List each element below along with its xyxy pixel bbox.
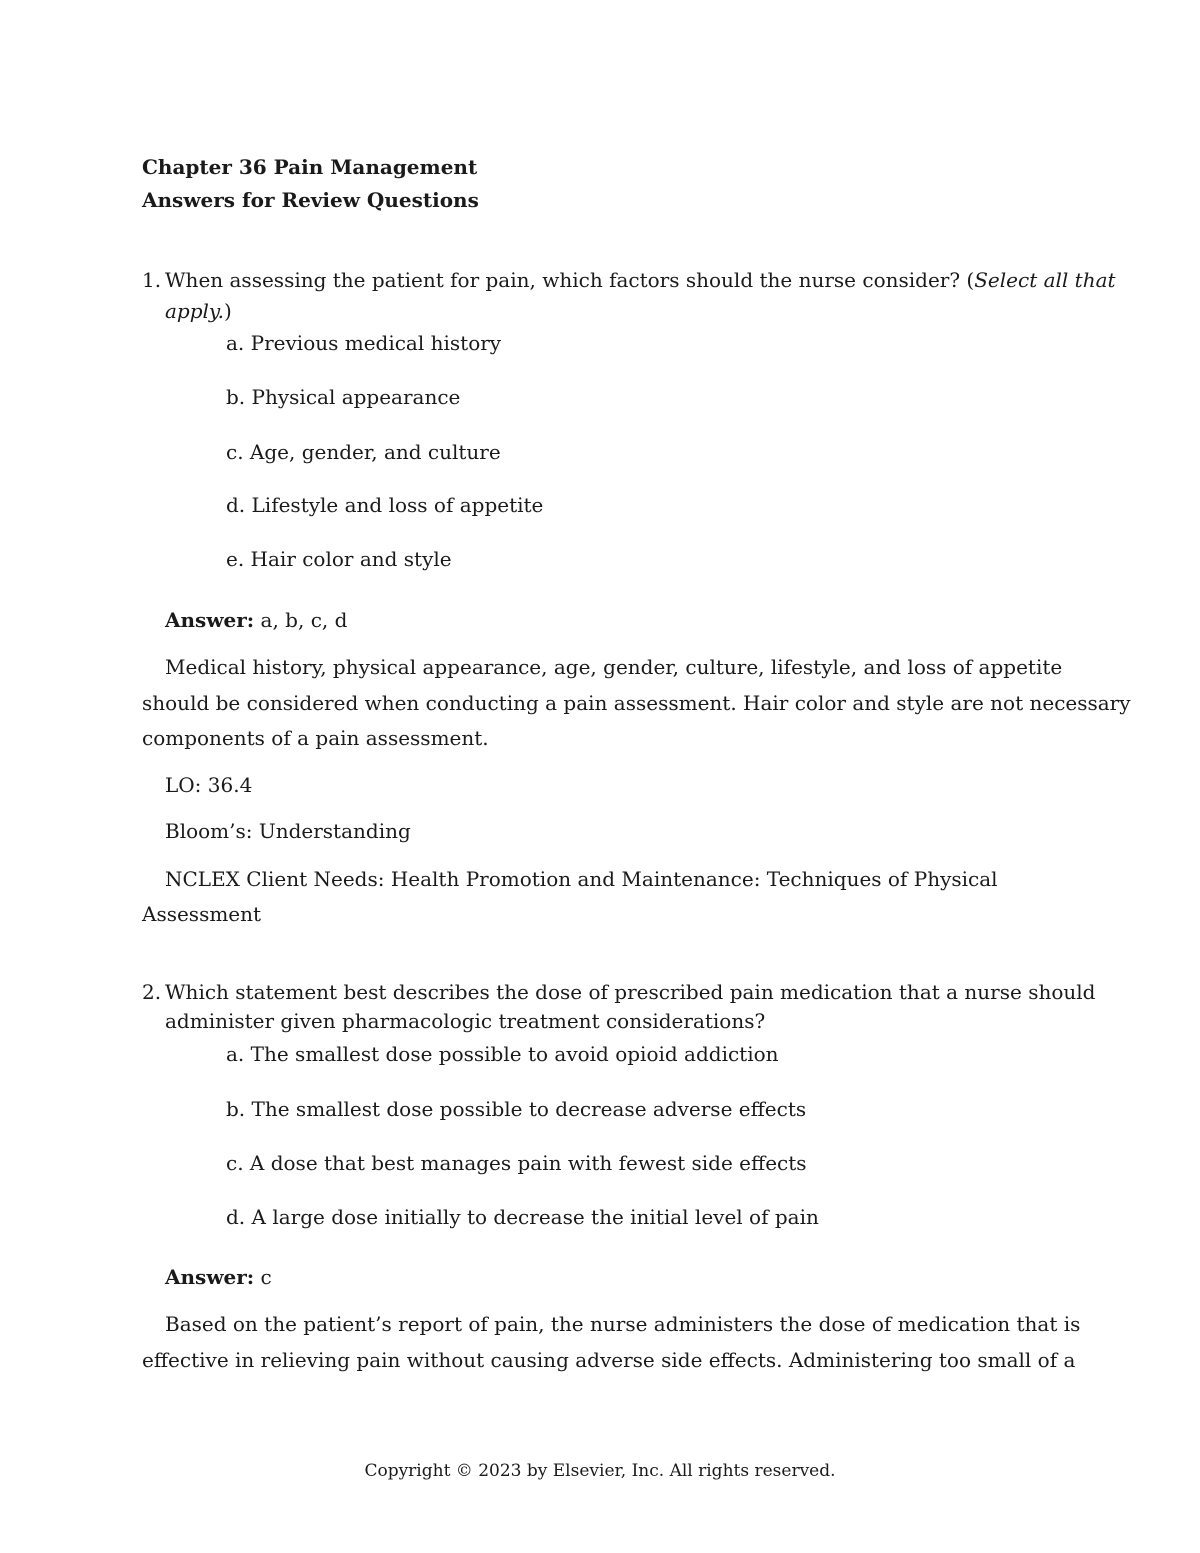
question-2-stem-line-1: Which statement best describes the dose of prescribed pain medication that a nurse should — [165, 980, 1096, 1004]
question-1-stem-italic-2: apply. — [165, 299, 224, 323]
question-2-rationale-line-2: effective in relieving pain without causing adverse side effects. Administering too small of a — [142, 1348, 1076, 1372]
copyright-footer: Copyright © 2023 by Elsevier, Inc. All rights reserved. — [364, 1461, 836, 1481]
question-2-number: 2. — [142, 980, 162, 1004]
question-2-option-c: c. A dose that best manages pain with fewest side effects — [226, 1151, 807, 1175]
question-1-rationale-line-2: should be considered when conducting a pain assessment. Hair color and style are not necessary — [142, 691, 1131, 715]
question-2-answer-value: c — [260, 1265, 272, 1289]
question-1-answer — [165, 606, 347, 634]
question-1-option-a: a. Previous medical history — [226, 331, 502, 355]
question-1-stem-close: ) — [223, 299, 232, 323]
question-2-answer — [165, 1263, 272, 1291]
question-1-learning-objective: LO: 36.4 — [165, 773, 253, 797]
question-2-answer-label: Answer: — [165, 1265, 255, 1289]
question-1-blooms: Bloom’s: Understanding — [165, 819, 411, 843]
section-subtitle: Answers for Review Questions — [142, 188, 479, 212]
question-2-rationale-line-1: Based on the patient’s report of pain, the nurse administers the dose of medication that is — [165, 1312, 1081, 1336]
question-1-option-b: b. Physical appearance — [226, 385, 461, 409]
question-1-nclex-line-1: NCLEX Client Needs: Health Promotion and Maintenance: Techniques of Physical — [165, 867, 998, 891]
question-2-stem-line-2: administer given pharmacologic treatment considerations? — [165, 1009, 766, 1033]
question-1-rationale-line-1: Medical history, physical appearance, age, gender, culture, lifestyle, and loss of appetite — [165, 655, 1063, 679]
question-2-option-d: d. A large dose initially to decrease the initial level of pain — [226, 1205, 819, 1229]
question-1-nclex-line-2: Assessment — [142, 902, 262, 926]
chapter-title: Chapter 36 Pain Management — [142, 155, 478, 179]
question-1-stem-italic: Select all that — [974, 268, 1116, 292]
question-1-rationale-line-3: components of a pain assessment. — [142, 726, 489, 750]
question-2-option-a: a. The smallest dose possible to avoid opioid addiction — [226, 1042, 779, 1066]
question-1-stem-line-2 — [165, 297, 232, 325]
question-1-stem-line-1 — [165, 266, 1116, 294]
question-1-option-e: e. Hair color and style — [226, 547, 452, 571]
question-1-answer-value: a, b, c, d — [260, 608, 348, 632]
question-1-answer-label: Answer: — [165, 608, 255, 632]
question-1-option-d: d. Lifestyle and loss of appetite — [226, 493, 544, 517]
question-1-stem-text: When assessing the patient for pain, which factors should the nurse consider? ( — [165, 268, 975, 292]
question-2-option-b: b. The smallest dose possible to decrease adverse effects — [226, 1097, 807, 1121]
question-1-number: 1. — [142, 268, 162, 292]
question-1-option-c: c. Age, gender, and culture — [226, 440, 501, 464]
